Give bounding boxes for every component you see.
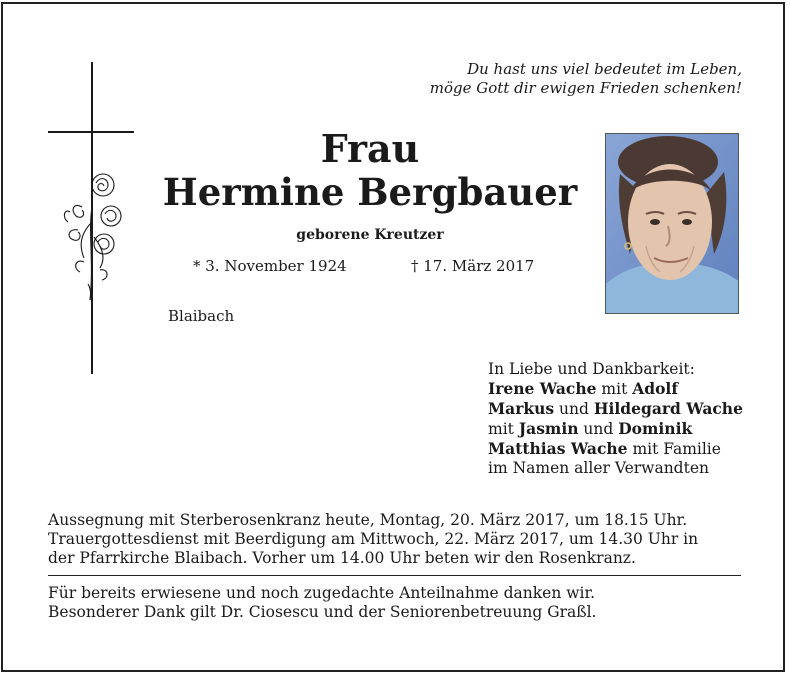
- mourner-name: Hildegard Wache: [593, 399, 743, 418]
- mourners-intro: In Liebe und Dankbarkeit:: [488, 360, 695, 378]
- deceased-name-block: [160, 126, 580, 244]
- motto: [372, 60, 742, 98]
- motto-line-2: möge Gott dir ewigen Frieden schenken!: [429, 79, 742, 97]
- mourner-name: Matthias Wache: [488, 439, 628, 458]
- mourners-line-1: [488, 379, 748, 399]
- motto-line-1: Du hast uns viel bedeutet im Leben,: [467, 60, 742, 78]
- salutation: Frau: [320, 126, 420, 171]
- gratitude-line-2: Besonderer Dank gilt Dr. Ciosescu und der Seniorenbetreuung Graßl.: [48, 603, 597, 621]
- mourners-line-3: [488, 419, 748, 439]
- service-details: [48, 511, 743, 568]
- gratitude-note: [48, 584, 743, 622]
- divider: [48, 575, 741, 576]
- mourner-name: Jasmin: [518, 419, 579, 438]
- birth-date: * 3. November 1924: [193, 257, 347, 275]
- service-line-3: der Pfarrkirche Blaibach. Vorher um 14.00 Uhr beten wir den Rosenkranz.: [48, 549, 636, 567]
- mourner-text: und: [578, 420, 619, 438]
- deceased-name: Hermine Bergbauer: [162, 170, 578, 214]
- place-of-residence: Blaibach: [168, 307, 235, 325]
- mourners-line-4: [488, 439, 748, 459]
- gratitude-line-1: Für bereits erwiesene und noch zugedachte Anteilnahme danken wir.: [48, 584, 596, 602]
- mourner-text: mit: [488, 420, 519, 438]
- mourners-line-5: im Namen aller Verwandten: [488, 459, 709, 477]
- mourner-name: Irene Wache: [488, 379, 597, 398]
- service-line-1: Aussegnung mit Sterberosenkranz heute, Montag, 20. März 2017, um 18.15 Uhr.: [48, 511, 688, 529]
- death-date: † 17. März 2017: [411, 257, 535, 275]
- mourner-name: Dominik: [618, 419, 693, 438]
- portrait-photo: [605, 133, 739, 314]
- mourner-text: und: [554, 400, 594, 418]
- cross-with-roses-icon: [48, 62, 136, 374]
- mourner-name: Markus: [488, 399, 555, 418]
- mourners-line-2: [488, 399, 748, 419]
- mourners-block: [488, 360, 748, 478]
- mourner-text: mit Familie: [627, 440, 721, 458]
- mourner-name: Adolf: [632, 379, 678, 398]
- maiden-name: geborene Kreutzer: [296, 227, 444, 243]
- mourner-text: mit: [596, 380, 633, 398]
- life-dates: [193, 256, 553, 276]
- service-line-2: Trauergottesdienst mit Beerdigung am Mittwoch, 22. März 2017, um 14.30 Uhr in: [48, 530, 699, 548]
